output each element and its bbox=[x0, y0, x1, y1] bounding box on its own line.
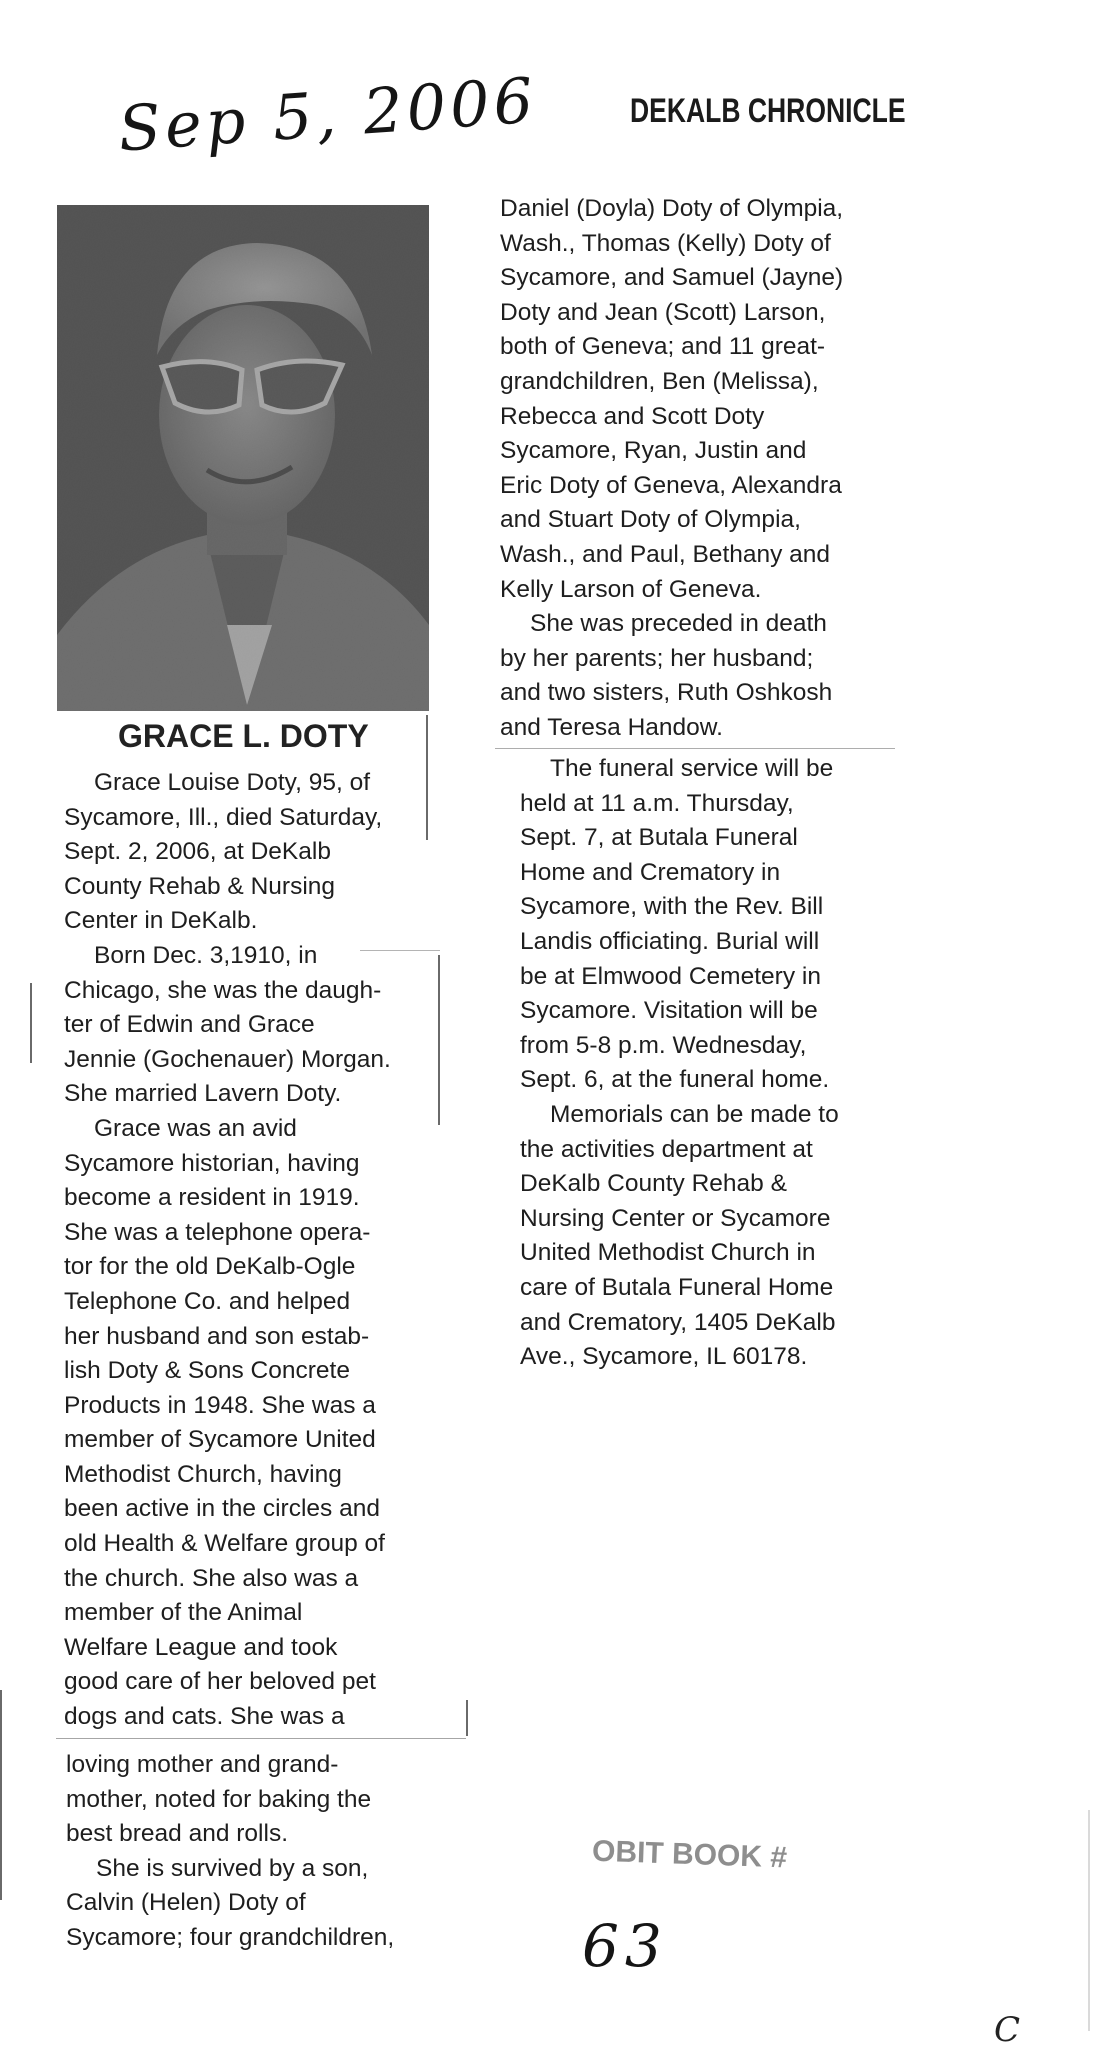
text-line: Ave., Sycamore, IL 60178. bbox=[520, 1343, 808, 1371]
clipping-edge bbox=[426, 715, 428, 840]
text-line: Products in 1948. She was a bbox=[64, 1391, 376, 1419]
clipping-edge bbox=[360, 950, 440, 951]
text-line: old Health & Welfare group of bbox=[64, 1530, 385, 1558]
handwritten-corner-mark: C bbox=[994, 2010, 1021, 2050]
text-line: Sept. 2, 2006, at DeKalb bbox=[64, 838, 331, 866]
text-line: Chicago, she was the daugh- bbox=[64, 976, 382, 1004]
text-line: DeKalb County Rehab & bbox=[520, 1170, 787, 1198]
text-line: Nursing Center or Sycamore bbox=[520, 1204, 831, 1232]
text-line: grandchildren, Ben (Melissa), bbox=[500, 367, 819, 395]
right-column-bottom bbox=[520, 752, 839, 1375]
clipping-edge bbox=[0, 1690, 2, 1900]
right-column-top bbox=[500, 192, 843, 746]
text-line: Sycamore, with the Rev. Bill bbox=[520, 893, 824, 921]
text-line: Sycamore, Ill., died Saturday, bbox=[64, 803, 383, 831]
text-line: Landis officiating. Burial will bbox=[520, 927, 820, 955]
handwritten-date: Sep 5, 2006 bbox=[115, 63, 540, 166]
text-line: care of Butala Funeral Home bbox=[520, 1273, 834, 1301]
text-line: Born Dec. 3,1910, in bbox=[94, 941, 318, 969]
text-line: Grace Louise Doty, 95, of bbox=[94, 769, 370, 796]
text-line: and Crematory, 1405 DeKalb bbox=[520, 1308, 836, 1336]
text-line: County Rehab & Nursing bbox=[64, 872, 336, 900]
text-line: Kelly Larson of Geneva. bbox=[500, 575, 762, 603]
text-line: Doty and Jean (Scott) Larson, bbox=[500, 298, 826, 326]
text-line: Sycamore, Ryan, Justin and bbox=[500, 437, 807, 465]
text-line: tor for the old DeKalb-Ogle bbox=[64, 1253, 356, 1281]
text-line: her husband and son estab- bbox=[64, 1322, 370, 1350]
text-line: Calvin (Helen) Doty of bbox=[66, 1889, 306, 1917]
obituary-name-heading: GRACE L. DOTY bbox=[118, 718, 369, 754]
portrait-illustration bbox=[57, 205, 429, 711]
text-line: Methodist Church, having bbox=[64, 1460, 342, 1488]
obit-book-stamp: OBIT BOOK # bbox=[591, 1834, 788, 1875]
clipping-edge bbox=[495, 748, 895, 749]
text-line: and Teresa Handow. bbox=[500, 713, 723, 741]
text-line: the activities department at bbox=[520, 1135, 813, 1163]
text-line: Eric Doty of Geneva, Alexandra bbox=[500, 471, 842, 499]
text-line: Daniel (Doyla) Doty of Olympia, bbox=[500, 195, 844, 222]
text-line: loving mother and grand- bbox=[66, 1751, 339, 1778]
text-line: Wash., Thomas (Kelly) Doty of bbox=[500, 229, 831, 257]
text-line: member of Sycamore United bbox=[64, 1426, 376, 1454]
text-line: Jennie (Gochenauer) Morgan. bbox=[64, 1045, 391, 1073]
text-line: Home and Crematory in bbox=[520, 858, 781, 886]
text-line: Center in DeKalb. bbox=[64, 907, 258, 935]
text-line: United Methodist Church in bbox=[520, 1239, 816, 1267]
text-line: She was a telephone opera- bbox=[64, 1218, 371, 1246]
text-line: be at Elmwood Cemetery in bbox=[520, 962, 821, 990]
photo-grain bbox=[57, 205, 429, 711]
clipping-edge bbox=[56, 1738, 466, 1739]
text-line: Rebecca and Scott Doty bbox=[500, 402, 765, 430]
text-line: and two sisters, Ruth Oshkosh bbox=[500, 679, 833, 707]
text-line: Sycamore; four grandchildren, bbox=[66, 1923, 395, 1951]
text-line: Grace was an avid bbox=[94, 1114, 297, 1142]
left-column-top bbox=[64, 766, 391, 1735]
text-line: best bread and rolls. bbox=[66, 1820, 288, 1848]
text-line: become a resident in 1919. bbox=[64, 1184, 360, 1212]
text-line: from 5-8 p.m. Wednesday, bbox=[520, 1031, 807, 1059]
text-line: both of Geneva; and 11 great- bbox=[500, 333, 826, 361]
text-line: Sept. 6, at the funeral home. bbox=[520, 1066, 830, 1094]
text-line: and Stuart Doty of Olympia, bbox=[500, 506, 801, 534]
clipping-edge bbox=[466, 1700, 468, 1736]
text-line: She married Lavern Doty. bbox=[64, 1080, 342, 1108]
text-line: She is survived by a son, bbox=[96, 1854, 369, 1882]
text-line: member of the Animal bbox=[64, 1599, 303, 1627]
text-line: lish Doty & Sons Concrete bbox=[64, 1357, 350, 1385]
text-line: mother, noted for baking the bbox=[66, 1785, 372, 1813]
left-column-bottom bbox=[66, 1748, 394, 1956]
text-line: The funeral service will be bbox=[550, 755, 834, 782]
clipping-edge bbox=[1088, 1810, 1090, 2031]
text-line: dogs and cats. She was a bbox=[64, 1703, 345, 1731]
newspaper-masthead: DEKALB CHRONICLE bbox=[630, 92, 906, 130]
text-line: by her parents; her husband; bbox=[500, 644, 814, 672]
text-line: Welfare League and took bbox=[64, 1633, 338, 1661]
text-line: She was preceded in death bbox=[530, 610, 827, 638]
text-line: Sycamore historian, having bbox=[64, 1149, 360, 1177]
text-line: been active in the circles and bbox=[64, 1495, 380, 1523]
handwritten-book-number: 63 bbox=[582, 1912, 668, 1980]
text-line: Wash., and Paul, Bethany and bbox=[500, 540, 831, 568]
text-line: the church. She also was a bbox=[64, 1564, 359, 1592]
text-line: Sept. 7, at Butala Funeral bbox=[520, 824, 798, 852]
text-line: Sycamore. Visitation will be bbox=[520, 997, 818, 1025]
text-line: ter of Edwin and Grace bbox=[64, 1011, 315, 1039]
text-line: Sycamore, and Samuel (Jayne) bbox=[500, 264, 844, 292]
text-line: Telephone Co. and helped bbox=[64, 1287, 351, 1315]
text-line: good care of her beloved pet bbox=[64, 1668, 376, 1696]
text-line: held at 11 a.m. Thursday, bbox=[520, 789, 794, 817]
clipping-edge bbox=[30, 983, 32, 1063]
portrait-photo bbox=[57, 205, 429, 711]
clipping-edge bbox=[438, 955, 440, 1125]
text-line: Memorials can be made to bbox=[550, 1100, 839, 1128]
